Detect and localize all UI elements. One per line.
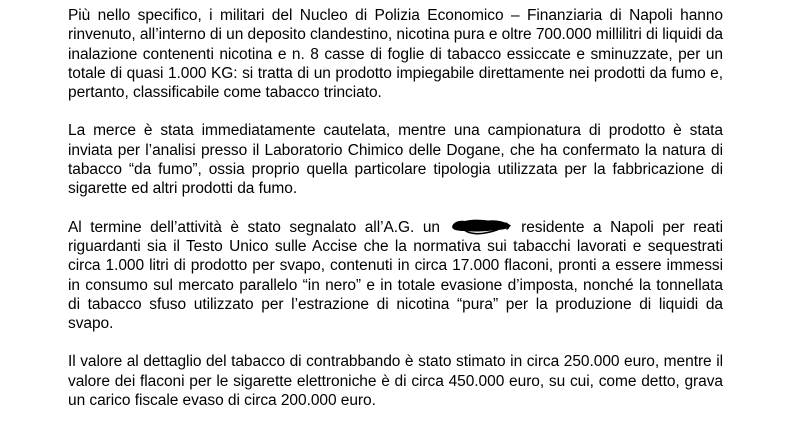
paragraph-lab-analysis: La merce è stata immediatamente cautelata, mentre una campionatura di prodotto è stata inviata per l’analisi presso il Laboratorio Chimico delle Dogane, che ha confermato la natura di tabacco “da fumo”, ossia proprio quella particolare tipologia utilizzata per la fabbricazione di sigarette ed altri prodotti da fumo. (68, 122, 723, 198)
paragraph-estimated-values: Il valore al dettaglio del tabacco di contrabbando è stato stimato in circa 250.000 euro, mentre il valore dei flaconi per le sigarette elettroniche è di circa 450.000 euro, su cui, come detto, grava un carico fiscale evaso di circa 200.000 euro. (68, 353, 723, 410)
paragraph-text-after-redaction: residente a Napoli per reati riguardanti sia il Testo Unico sulle Accise che la normativa sui tabacchi lavorati e sequestrati circa 1.000 litri di prodotto per svapo, contenuti in circa 17.000 flaconi, pronti a essere immessi in consumo sul mercato parallelo “in nero” e in totale evasione d’imposta, nonché la tonnellata di tabacco sfuso utilizzato per l’estrazione di nicotina “pura” per la produzione di liquidi da svapo. (68, 218, 723, 333)
paragraph-seizure-details: Più nello specifico, i militari del Nucleo di Polizia Economico – Finanziaria di Napoli hanno rinvenuto, all’interno di un deposito clandestino, nicotina pura e oltre 700.000 millilitri di liquidi da inalazione contenenti nicotina e n. 8 casse di foglie di tabacco essiccate e sminuzzate, per un totale di quasi 1.000 KG: si tratta di un prodotto impiegabile direttamente nei prodotti da fumo e, pertanto, classificabile come tabacco trinciato. (68, 7, 723, 102)
paragraph-text-before-redaction: Al termine dell’attività è stato segnalato all’A.G. un (68, 218, 440, 236)
paragraph-with-redaction (68, 218, 723, 334)
redaction-scribble (450, 218, 512, 235)
